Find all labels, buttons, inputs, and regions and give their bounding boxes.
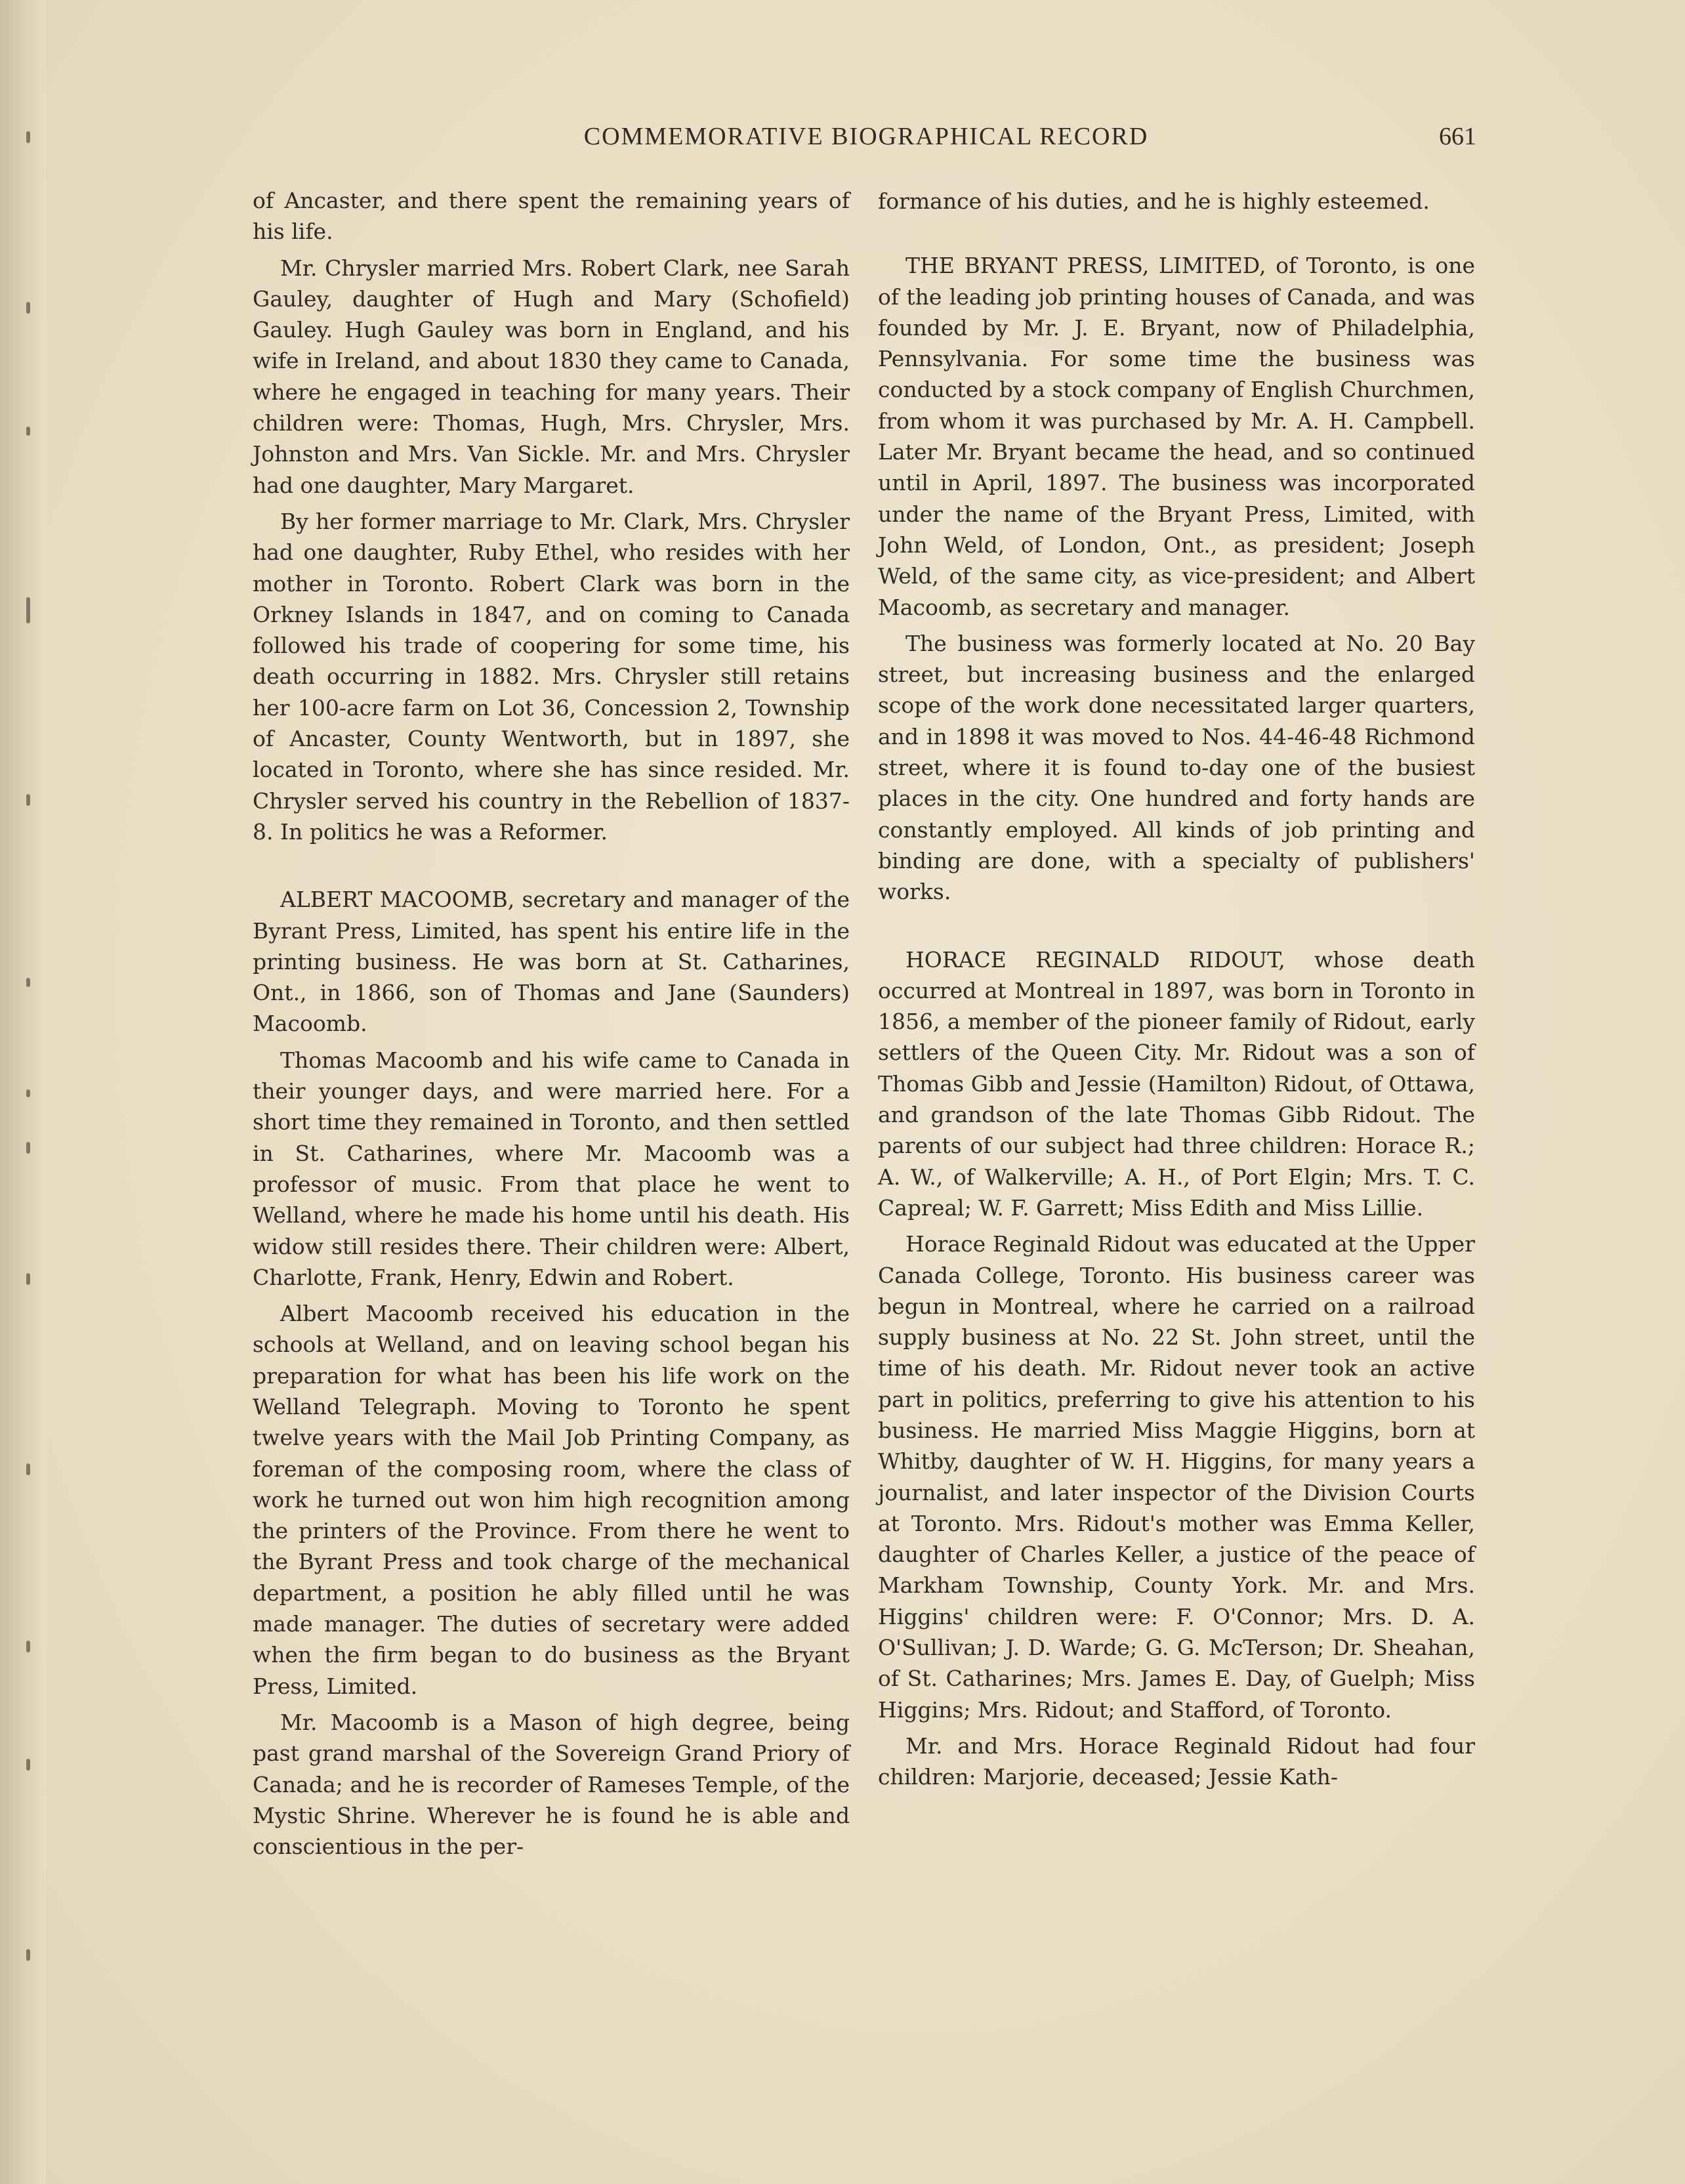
- page-binding-edge: [0, 0, 46, 2184]
- paragraph: Mr. and Mrs. Horace Reginald Ridout had four children: Marjorie, deceased; Jessie Kath-: [878, 1732, 1475, 1790]
- paragraph: By her former marriage to Mr. Clark, Mrs. Chrysler had one daughter, Ruby Ethel, who resides with her mother in Toronto. Robert Clark was born in the Orkney Islands in 1847, and on coming to Canada followed his trade of coopering for some time, his death occurring in 1882. Mrs. Chrysler still retains her 100-acre farm on Lot 36, Concession 2, Township of Ancaster, County Wentworth, but in 1897, she located in Toronto, where she has since resided. Mr. Chrysler served his country in the Rebellion of 1837-8. In politics he was a Reformer.: [253, 508, 850, 845]
- page-header: [249, 122, 1483, 161]
- paragraph: Albert Macoomb received his education in the schools at Welland, and on leaving school began his preparation for what has been his life work on the Welland Telegraph. Moving to Toronto he spent twelve years with the Mail Job Printing Company, as foreman of the composing room, where the class of work he turned out won him high recognition among the printers of the Province. From there he went to the Byrant Press and took charge of the mechanical department, a position he ably filled until he was made manager. The duties of secretary were added when the firm began to do business as the Bryant Press, Limited.: [253, 1301, 850, 1699]
- entry-heading-paragraph: THE BRYANT PRESS, LIMITED, of Toronto, is one of the leading job printing houses of Canada, and was founded by Mr. J. E. Bryant, now of Philadelphia, Pennsylvania. For some time the business was conducted by a stock company of English Churchmen, from whom it was purchased by Mr. A. H. Campbell. Later Mr. Bryant became the head, and so continued until in April, 1897. The business was incorporated under the name of the Bryant Press, Limited, with John Weld, of London, Ont., as president; Joseph Weld, of the same city, as vice-president; and Albert Macoomb, as secretary and manager.: [878, 253, 1475, 620]
- paragraph: Mr. Chrysler married Mrs. Robert Clark, nee Sarah Gauley, daughter of Hugh and Mary (Schofield) Gauley. Hugh Gauley was born in England, and his wife in Ireland, and about 1830 they came to Canada, where he engaged in teaching for many years. Their children were: Thomas, Hugh, Mrs. Chrysler, Mrs. Johnston and Mrs. Van Sickle. Mr. and Mrs. Chrysler had one daughter, Mary Margaret.: [253, 255, 850, 498]
- page-number: 661: [1439, 123, 1476, 150]
- entry-heading-paragraph: HORACE REGINALD RIDOUT, whose death occurred at Montreal in 1897, was born in Toronto in 1856, a member of the pioneer family of Ridout, early settlers of the Queen City. Mr. Ridout was a son of Thomas Gibb and Jessie (Hamilton) Ridout, of Ottawa, and grandson of the late Thomas Gibb Ridout. The parents of our subject had three children: Horace R.; A. W., of Walkerville; A. H., of Port Elgin; Mrs. T. C. Capreal; W. F. Garrett; Miss Edith and Miss Lillie.: [878, 946, 1475, 1221]
- right-column: [878, 186, 1475, 1798]
- paragraph: formance of his duties, and he is highly esteemed.: [878, 188, 1430, 214]
- entry-heading-paragraph: ALBERT MACOOMB, secretary and manager of the Byrant Press, Limited, has spent his entire life in the printing business. He was born at St. Catharines, Ont., in 1866, son of Thomas and Jane (Saunders) Macoomb.: [253, 887, 850, 1037]
- paragraph: Thomas Macoomb and his wife came to Canada in their younger days, and were married here. For a short time they remained in Toronto, and then settled in St. Catharines, where Mr. Macoomb was a professor of music. From that place he went to Welland, where he made his home until his death. His widow still resides there. Their children were: Albert, Charlotte, Frank, Henry, Edwin and Robert.: [253, 1047, 850, 1290]
- running-head: COMMEMORATIVE BIOGRAPHICAL RECORD: [583, 123, 1149, 150]
- left-column: [253, 185, 850, 1867]
- paragraph: Mr. Macoomb is a Mason of high degree, being past grand marshal of the Sovereign Grand Priory of Canada; and he is recorder of Rameses Temple, of the Mystic Shrine. Wherever he is found he is able and conscientious in the per-: [253, 1709, 850, 1860]
- paragraph: of Ancaster, and there spent the remaining years of his life.: [253, 188, 850, 245]
- paragraph: Horace Reginald Ridout was educated at the Upper Canada College, Toronto. His business career was begun in Montreal, where he carried on a railroad supply business at No. 22 St. John street, until the time of his death. Mr. Ridout never took an active part in politics, preferring to give his attention to his business. He married Miss Maggie Higgins, born at Whitby, daughter of W. H. Higgins, for many years a journalist, and later inspector of the Division Courts at Toronto. Mrs. Ridout's mother was Emma Keller, daughter of Charles Keller, a justice of the peace of Markham Township, County York. Mr. and Mrs. Higgins' children were: F. O'Connor; Mrs. D. A. O'Sullivan; J. D. Warde; G. G. McTerson; Dr. Sheahan, of St. Catharines; Mrs. James E. Day, of Guelph; Miss Higgins; Mrs. Ridout; and Stafford, of Toronto.: [878, 1231, 1475, 1723]
- paragraph: The business was formerly located at No. 20 Bay street, but increasing business and the enlarged scope of the work done necessitated larger quarters, and in 1898 it was moved to Nos. 44-46-48 Richmond street, where it is found to-day one of the busiest places in the city. One hundred and forty hands are constantly employed. All kinds of job printing and binding are done, with a specialty of publishers' works.: [878, 630, 1475, 905]
